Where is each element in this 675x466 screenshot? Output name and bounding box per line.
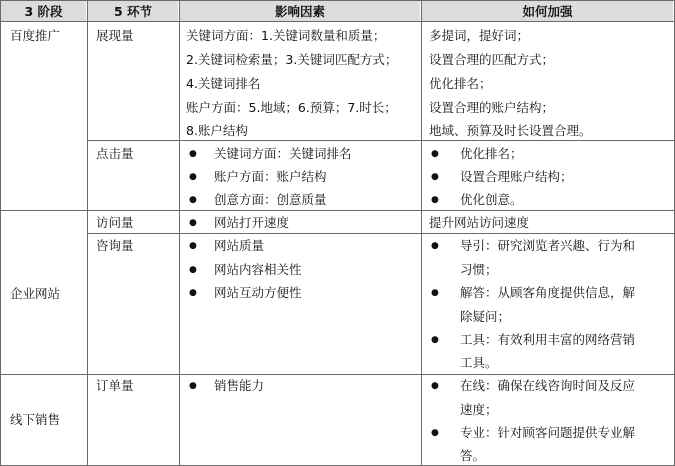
bullet-icon: ●: [431, 241, 439, 251]
factor-line: 4.关键词排名: [186, 76, 261, 91]
measure-item-cont: 工具。: [460, 355, 498, 370]
measure-line: 多提词，提好词；: [429, 28, 530, 43]
header-stage: 3 阶段: [1, 1, 86, 21]
measure-item: 工具：有效利用丰富的网络营销: [460, 332, 636, 347]
grid-line: [0, 21, 675, 22]
bullet-icon: ●: [189, 218, 197, 228]
grid-line: [87, 233, 675, 234]
factor-line: 关键词方面：1.关键词数量和质量；: [186, 28, 386, 43]
factor-item: 关键词方面：关键词排名: [214, 146, 352, 161]
header-factor: 影响因素: [180, 1, 420, 21]
factor-item: 网站打开速度: [214, 215, 290, 230]
link-dianji: 点击量: [96, 146, 134, 161]
link-dingdan: 订单量: [96, 378, 134, 393]
bullet-icon: ●: [189, 241, 197, 251]
factor-line: 账户方面：5.地域；6.预算；7.时长；: [186, 100, 397, 115]
measure-item-cont: 速度；: [460, 402, 498, 417]
grid-line: [0, 374, 675, 375]
measure-item-cont: 答。: [460, 448, 486, 463]
measure-item: 设置合理账户结构；: [460, 169, 573, 184]
measure-item: 专业：针对顾客问题提供专业解: [460, 425, 636, 440]
grid-line: [0, 210, 675, 211]
bullet-icon: ●: [431, 428, 439, 438]
measure-item: 解答：从顾客角度提供信息，解: [460, 285, 636, 300]
factor-item: 网站互动方便性: [214, 285, 302, 300]
bullet-icon: ●: [431, 381, 439, 391]
bullet-icon: ●: [189, 265, 197, 275]
bullet-icon: ●: [431, 335, 439, 345]
bullet-icon: ●: [431, 288, 439, 298]
header-link: 5 环节: [88, 1, 178, 21]
factor-item: 销售能力: [214, 378, 265, 393]
measure-item-cont: 习惯；: [460, 262, 498, 277]
factor-item: 账户方面：账户结构: [214, 169, 327, 184]
measure-line: 提升网站访问速度: [429, 215, 530, 230]
bullet-icon: ●: [431, 172, 439, 182]
header-measure: 如何加强: [422, 1, 673, 21]
factor-line: 8.账户结构: [186, 123, 248, 138]
bullet-icon: ●: [431, 149, 439, 159]
bullet-icon: ●: [189, 149, 197, 159]
measure-line: 设置合理的匹配方式；: [429, 52, 555, 67]
measure-line: 优化排名；: [429, 76, 492, 91]
grid-line: [0, 0, 1, 466]
bullet-icon: ●: [189, 381, 197, 391]
factor-item: 创意方面：创意质量: [214, 192, 327, 207]
measure-item-cont: 除疑问；: [460, 309, 511, 324]
measure-item: 优化创意。: [460, 192, 523, 207]
link-fangwen: 访问量: [96, 215, 134, 230]
factor-line: 2.关键词检索量；3.关键词匹配方式；: [186, 52, 398, 67]
measure-line: 地域、预算及时长设置合理。: [429, 123, 592, 138]
link-zhanxian: 展现量: [96, 28, 134, 43]
measure-item: 在线：确保在线咨询时间及反应: [460, 378, 636, 393]
factor-item: 网站内容相关性: [214, 262, 302, 277]
stage-offline: 线下销售: [10, 412, 61, 427]
stage-enterprise: 企业网站: [10, 286, 61, 301]
stage-baidu: 百度推广: [10, 28, 61, 43]
measure-item: 优化排名；: [460, 146, 523, 161]
bullet-icon: ●: [431, 195, 439, 205]
measure-line: 设置合理的账户结构；: [429, 100, 555, 115]
bullet-icon: ●: [189, 195, 197, 205]
bullet-icon: ●: [189, 172, 197, 182]
grid-line: [87, 140, 675, 141]
factor-item: 网站质量: [214, 238, 265, 253]
grid-line: [0, 0, 675, 1]
measure-item: 导引：研究浏览者兴趣、行为和: [460, 238, 636, 253]
bullet-icon: ●: [189, 288, 197, 298]
link-zixun: 咨询量: [96, 238, 134, 253]
